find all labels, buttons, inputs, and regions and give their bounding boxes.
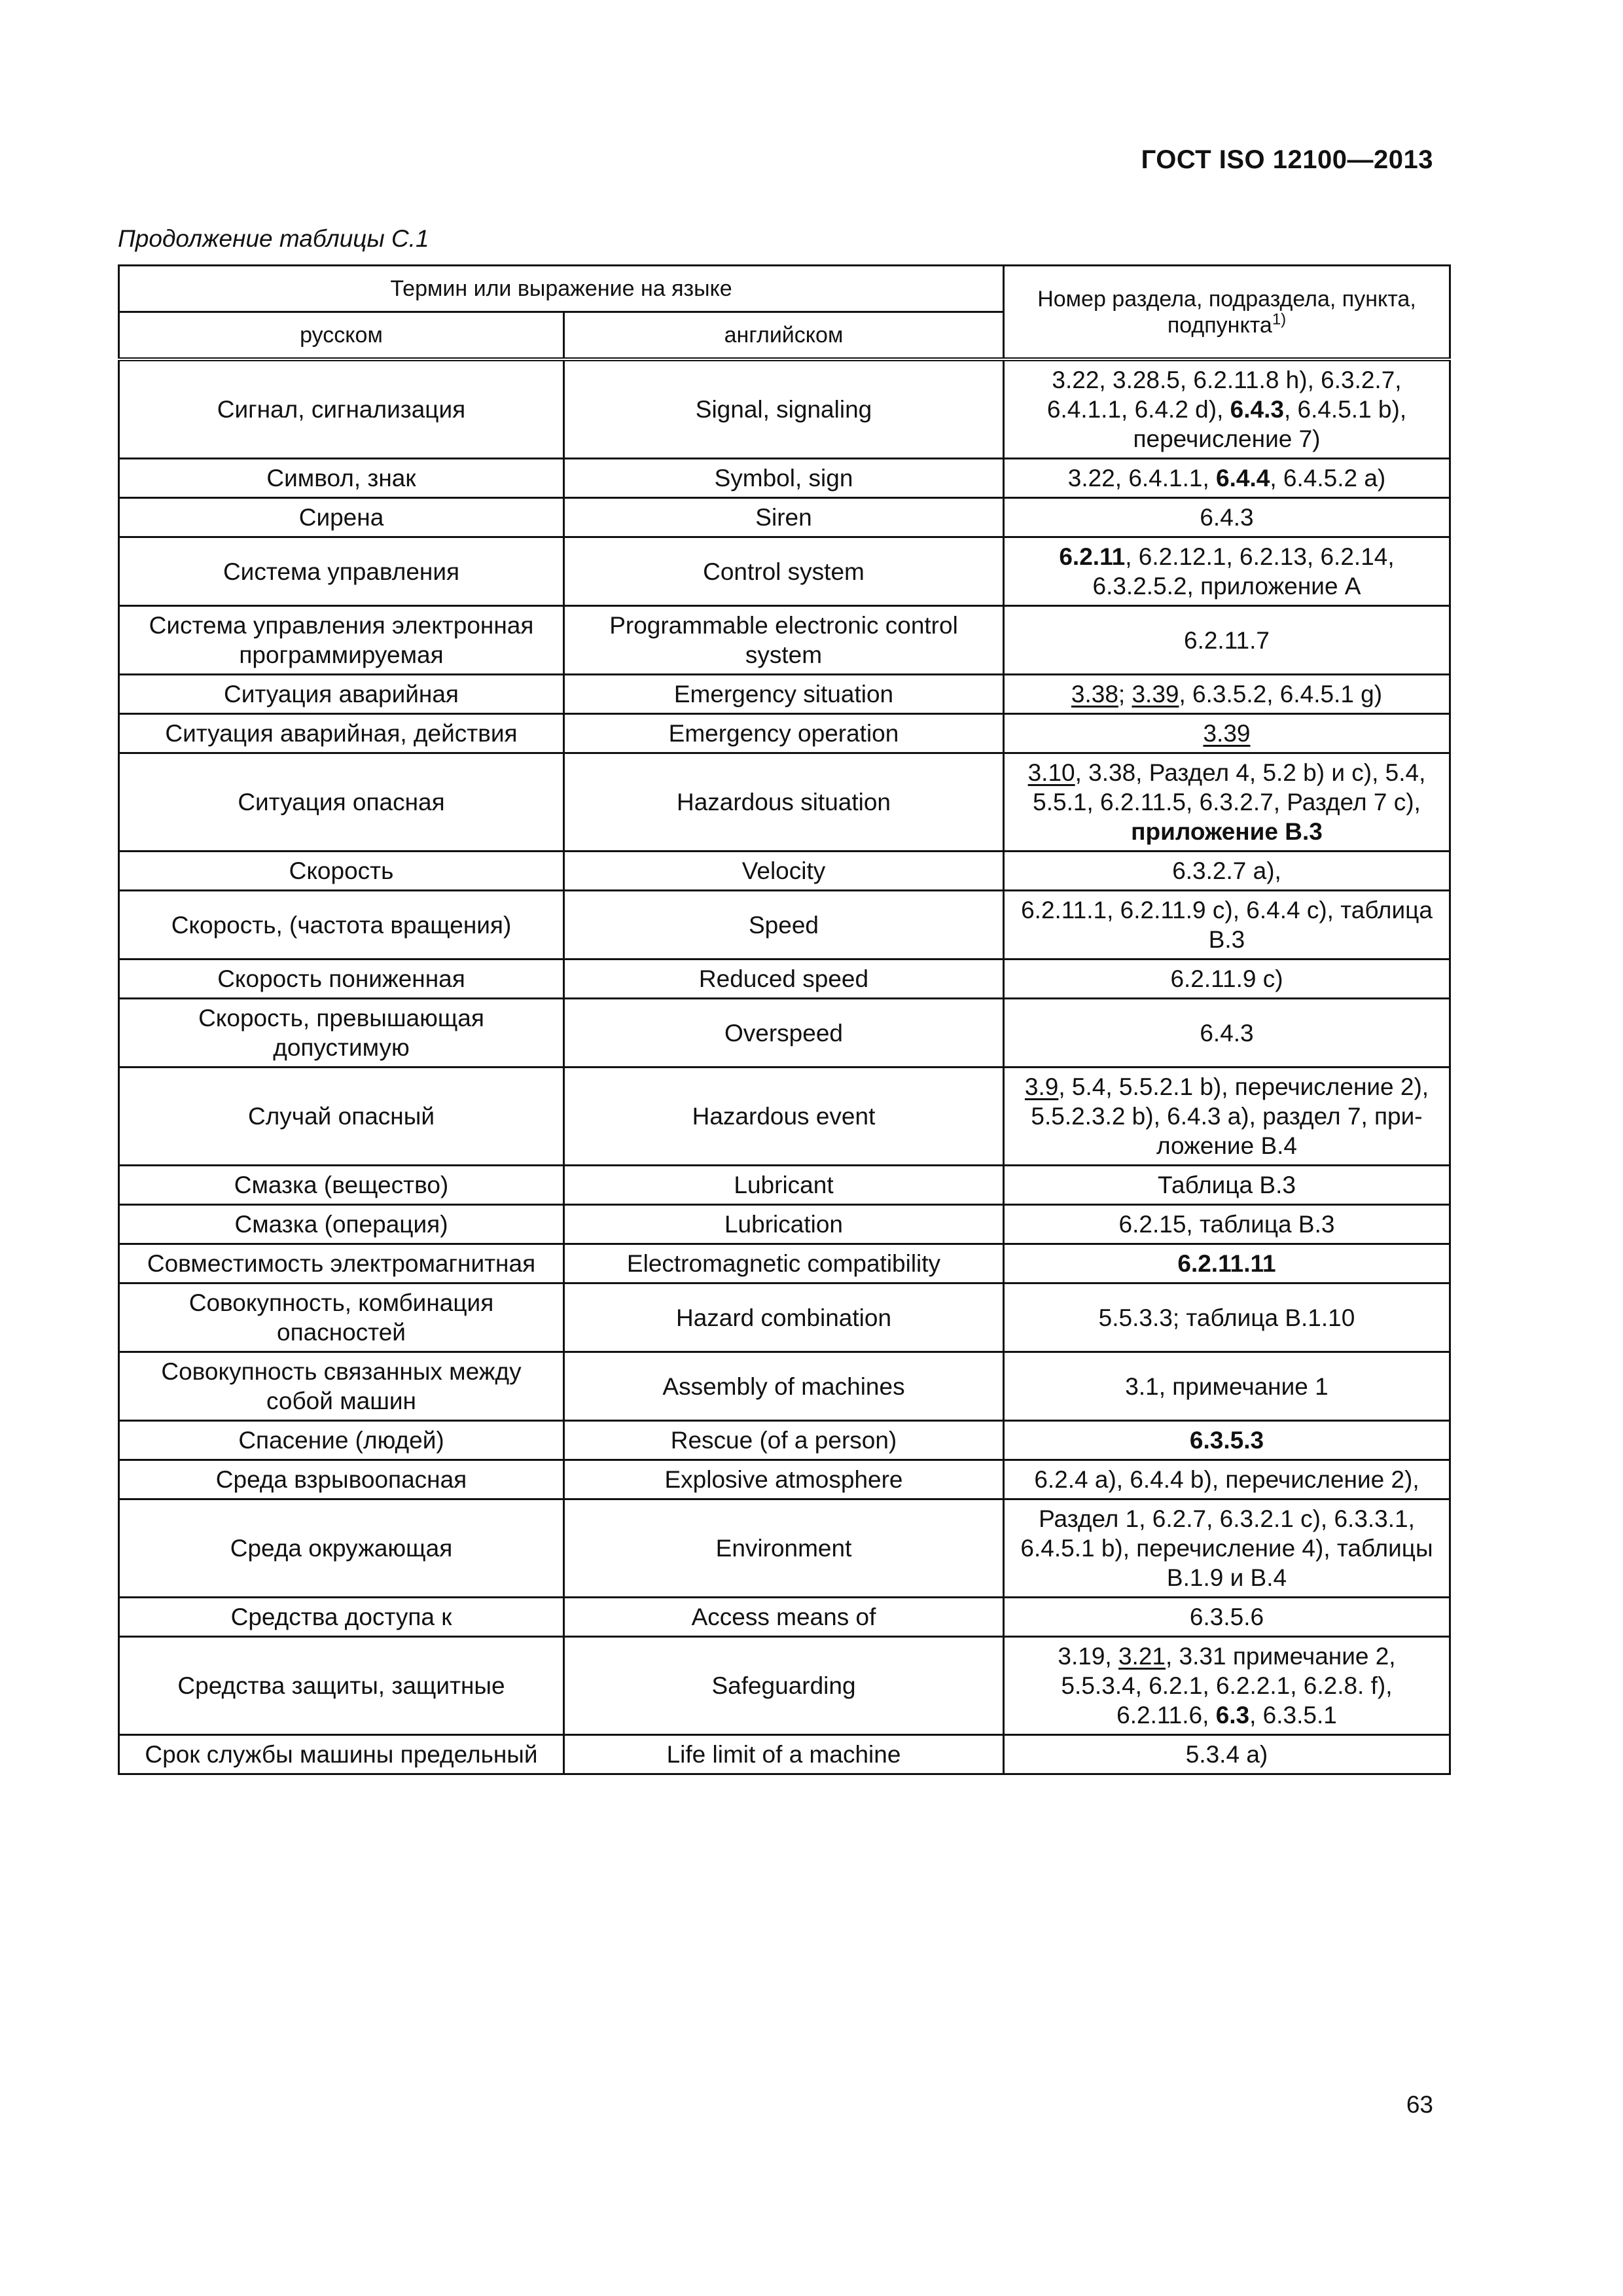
document-code: ГОСТ ISO 12100—2013 <box>1141 145 1433 174</box>
table-row <box>119 1598 1450 1637</box>
section-references <box>1004 1735 1450 1774</box>
term-english: Rescue (of a person) <box>564 1421 1004 1460</box>
term-russian: Ситуация аварийная <box>119 675 564 714</box>
table-row <box>119 1499 1450 1598</box>
term-russian: Система управления <box>119 537 564 606</box>
term-english: Assembly of machines <box>564 1352 1004 1421</box>
reference-segment: 6.2.15, таблица B.3 <box>1118 1211 1335 1238</box>
table-row <box>119 359 1450 459</box>
term-english: Environment <box>564 1499 1004 1598</box>
section-references <box>1004 459 1450 498</box>
reference-segment: 3.38 <box>1071 681 1118 708</box>
section-references <box>1004 891 1450 960</box>
table-row <box>119 1735 1450 1774</box>
table-row <box>119 675 1450 714</box>
section-references <box>1004 852 1450 891</box>
table-row <box>119 891 1450 960</box>
term-english: Electromagnetic compatibility <box>564 1244 1004 1283</box>
reference-segment: , 3.38, Раздел 4, 5.2 b) и с), 5.4, 5.5.1, 6.2.11.5, 6.3.2.7, Раздел 7 с), <box>1033 759 1426 816</box>
term-russian: Срок службы машины предельный <box>119 1735 564 1774</box>
reference-segment: , 6.3.5.2, 6.4.5.1 g) <box>1179 681 1383 708</box>
table-row <box>119 1067 1450 1166</box>
terms-table <box>118 264 1451 1775</box>
term-russian: Скорость пониженная <box>119 960 564 999</box>
reference-segment: 3.22, 6.4.1.1, <box>1067 465 1217 492</box>
reference-segment: 3.39 <box>1132 681 1179 708</box>
reference-segment: 6.4.3 <box>1200 504 1254 531</box>
term-russian: Сирена <box>119 498 564 537</box>
section-references <box>1004 359 1450 459</box>
reference-column-header <box>1004 266 1450 360</box>
section-references <box>1004 1283 1450 1352</box>
table-caption: Продолжение таблицы С.1 <box>118 225 429 252</box>
reference-segment: 5.3.4 a) <box>1185 1741 1268 1768</box>
section-references <box>1004 1205 1450 1244</box>
reference-segment: 5.5.3.3; таблица B.1.10 <box>1098 1304 1355 1331</box>
term-russian: Символ, знак <box>119 459 564 498</box>
reference-segment: 3.19, <box>1058 1643 1118 1670</box>
reference-segment: 6.2.11.9 с) <box>1170 965 1283 992</box>
english-column-header: английском <box>564 312 1004 360</box>
section-references <box>1004 498 1450 537</box>
reference-segment: 6.2.11.7 <box>1184 626 1270 654</box>
reference-segment: 3.21 <box>1118 1643 1166 1670</box>
reference-segment: 6.2.11.11 <box>1177 1250 1276 1277</box>
section-references <box>1004 1166 1450 1205</box>
table-row <box>119 852 1450 891</box>
section-references <box>1004 753 1450 852</box>
section-references <box>1004 1244 1450 1283</box>
section-references <box>1004 1421 1450 1460</box>
table-row <box>119 1244 1450 1283</box>
table-row <box>119 606 1450 675</box>
reference-segment: 6.2.4 a), 6.4.4 b), перечисление 2), <box>1034 1466 1419 1493</box>
reference-segment: приложение B.3 <box>1131 818 1323 845</box>
term-english: Velocity <box>564 852 1004 891</box>
term-russian: Совокупность, комбинация опасностей <box>119 1283 564 1352</box>
section-references <box>1004 999 1450 1067</box>
term-russian: Совокупность связанных между собой машин <box>119 1352 564 1421</box>
term-english: Hazardous situation <box>564 753 1004 852</box>
term-english: Emergency operation <box>564 714 1004 753</box>
term-russian: Среда окружающая <box>119 1499 564 1598</box>
term-english: Access means of <box>564 1598 1004 1637</box>
term-russian: Скорость, превышающая допустимую <box>119 999 564 1067</box>
term-group-header: Термин или выражение на языке <box>119 266 1004 312</box>
russian-column-header: русском <box>119 312 564 360</box>
term-russian: Совместимость электромагнитная <box>119 1244 564 1283</box>
term-russian: Спасение (людей) <box>119 1421 564 1460</box>
term-russian: Скорость <box>119 852 564 891</box>
table-row <box>119 1283 1450 1352</box>
term-english: Lubrication <box>564 1205 1004 1244</box>
term-russian: Средства доступа к <box>119 1598 564 1637</box>
reference-segment: 6.2.11 <box>1059 543 1126 570</box>
term-english: Explosive atmosphere <box>564 1460 1004 1499</box>
section-references <box>1004 537 1450 606</box>
reference-segment: , 6.3.5.1 <box>1249 1702 1337 1729</box>
section-references <box>1004 1460 1450 1499</box>
table-row <box>119 753 1450 852</box>
term-english: Programmable electronic control system <box>564 606 1004 675</box>
reference-segment: , 6.2.12.1, 6.2.13, 6.2.14, 6.3.2.5.2, приложение A <box>1092 543 1395 600</box>
reference-segment: , 3.31 примечание 2, 5.5.3.4, 6.2.1, 6.2.2.1, 6.2.8. f), 6.2.11.6, <box>1061 1643 1396 1729</box>
reference-segment: 6.4.4 <box>1216 465 1270 492</box>
table-row <box>119 1460 1450 1499</box>
reference-segment: , 6.4.5.2 a) <box>1270 465 1386 492</box>
term-english: Symbol, sign <box>564 459 1004 498</box>
table-head <box>119 266 1450 360</box>
term-english: Life limit of a machine <box>564 1735 1004 1774</box>
table-row <box>119 1166 1450 1205</box>
reference-segment: Таблица B.3 <box>1158 1172 1296 1198</box>
reference-segment: 6.2.11.1, 6.2.11.9 с), 6.4.4 с), таблица B.3 <box>1021 897 1433 953</box>
reference-segment: 6.4.3 <box>1230 396 1284 423</box>
term-russian: Средства защиты, защитные <box>119 1637 564 1735</box>
section-references <box>1004 1067 1450 1166</box>
term-russian: Система управления электронная программируемая <box>119 606 564 675</box>
reference-segment: 6.3.2.7 a), <box>1172 857 1281 884</box>
reference-segment: 3.39 <box>1203 720 1251 747</box>
term-english: Hazard combination <box>564 1283 1004 1352</box>
term-english: Signal, signaling <box>564 359 1004 459</box>
reference-segment: 3.9 <box>1024 1073 1059 1100</box>
table-row <box>119 1352 1450 1421</box>
section-references <box>1004 1598 1450 1637</box>
reference-segment: 3.22, 3.28.5, 6.2.11.8 h), 6.3.2.7, 6.4.1.1, 6.4.2 d), <box>1046 367 1402 423</box>
term-russian: Смазка (операция) <box>119 1205 564 1244</box>
term-english: Siren <box>564 498 1004 537</box>
table-body <box>119 359 1450 1774</box>
table-row <box>119 459 1450 498</box>
term-english: Reduced speed <box>564 960 1004 999</box>
table-row <box>119 1205 1450 1244</box>
term-russian: Сигнал, сигнализация <box>119 359 564 459</box>
table-row <box>119 537 1450 606</box>
table-row <box>119 960 1450 999</box>
term-english: Lubricant <box>564 1166 1004 1205</box>
reference-segment: , 5.4, 5.5.2.1 b), перечисление 2), 5.5.2.3.2 b), 6.4.3 a), раздел 7, при-ложение B.4 <box>1031 1073 1429 1159</box>
section-references <box>1004 1499 1450 1598</box>
term-russian: Случай опасный <box>119 1067 564 1166</box>
term-english: Control system <box>564 537 1004 606</box>
table-row <box>119 1421 1450 1460</box>
term-russian: Ситуация опасная <box>119 753 564 852</box>
section-references <box>1004 1637 1450 1735</box>
section-references <box>1004 714 1450 753</box>
reference-segment: ; <box>1118 681 1132 708</box>
term-russian: Среда взрывоопасная <box>119 1460 564 1499</box>
term-english: Safeguarding <box>564 1637 1004 1735</box>
reference-segment: 3.10 <box>1027 759 1075 786</box>
reference-segment: Раздел 1, 6.2.7, 6.3.2.1 с), 6.3.3.1, 6.4.5.1 b), перечисление 4), таблицы B.1.9 и B.4 <box>1020 1505 1433 1591</box>
reference-segment: , 6.4.5.1 b), перечисление 7) <box>1133 396 1407 452</box>
term-english: Hazardous event <box>564 1067 1004 1166</box>
term-russian: Ситуация аварийная, действия <box>119 714 564 753</box>
table-row <box>119 999 1450 1067</box>
section-references <box>1004 606 1450 675</box>
term-english: Emergency situation <box>564 675 1004 714</box>
table-row <box>119 498 1450 537</box>
footnote-marker: 1) <box>1272 310 1287 329</box>
reference-segment: 6.3 <box>1215 1702 1250 1729</box>
reference-segment: 3.1, примечание 1 <box>1125 1372 1329 1400</box>
term-russian: Смазка (вещество) <box>119 1166 564 1205</box>
section-references <box>1004 1352 1450 1421</box>
table-row <box>119 1637 1450 1735</box>
term-english: Speed <box>564 891 1004 960</box>
reference-segment: 6.4.3 <box>1200 1019 1254 1047</box>
section-references <box>1004 960 1450 999</box>
term-russian: Скорость, (частота вращения) <box>119 891 564 960</box>
term-english: Overspeed <box>564 999 1004 1067</box>
reference-header-text: Номер раздела, подраздела, пункта, подпункта <box>1037 286 1416 338</box>
page-number: 63 <box>1406 2091 1433 2118</box>
reference-segment: 6.3.5.3 <box>1189 1427 1264 1454</box>
reference-segment: 6.3.5.6 <box>1189 1604 1264 1630</box>
table-row <box>119 714 1450 753</box>
section-references <box>1004 675 1450 714</box>
